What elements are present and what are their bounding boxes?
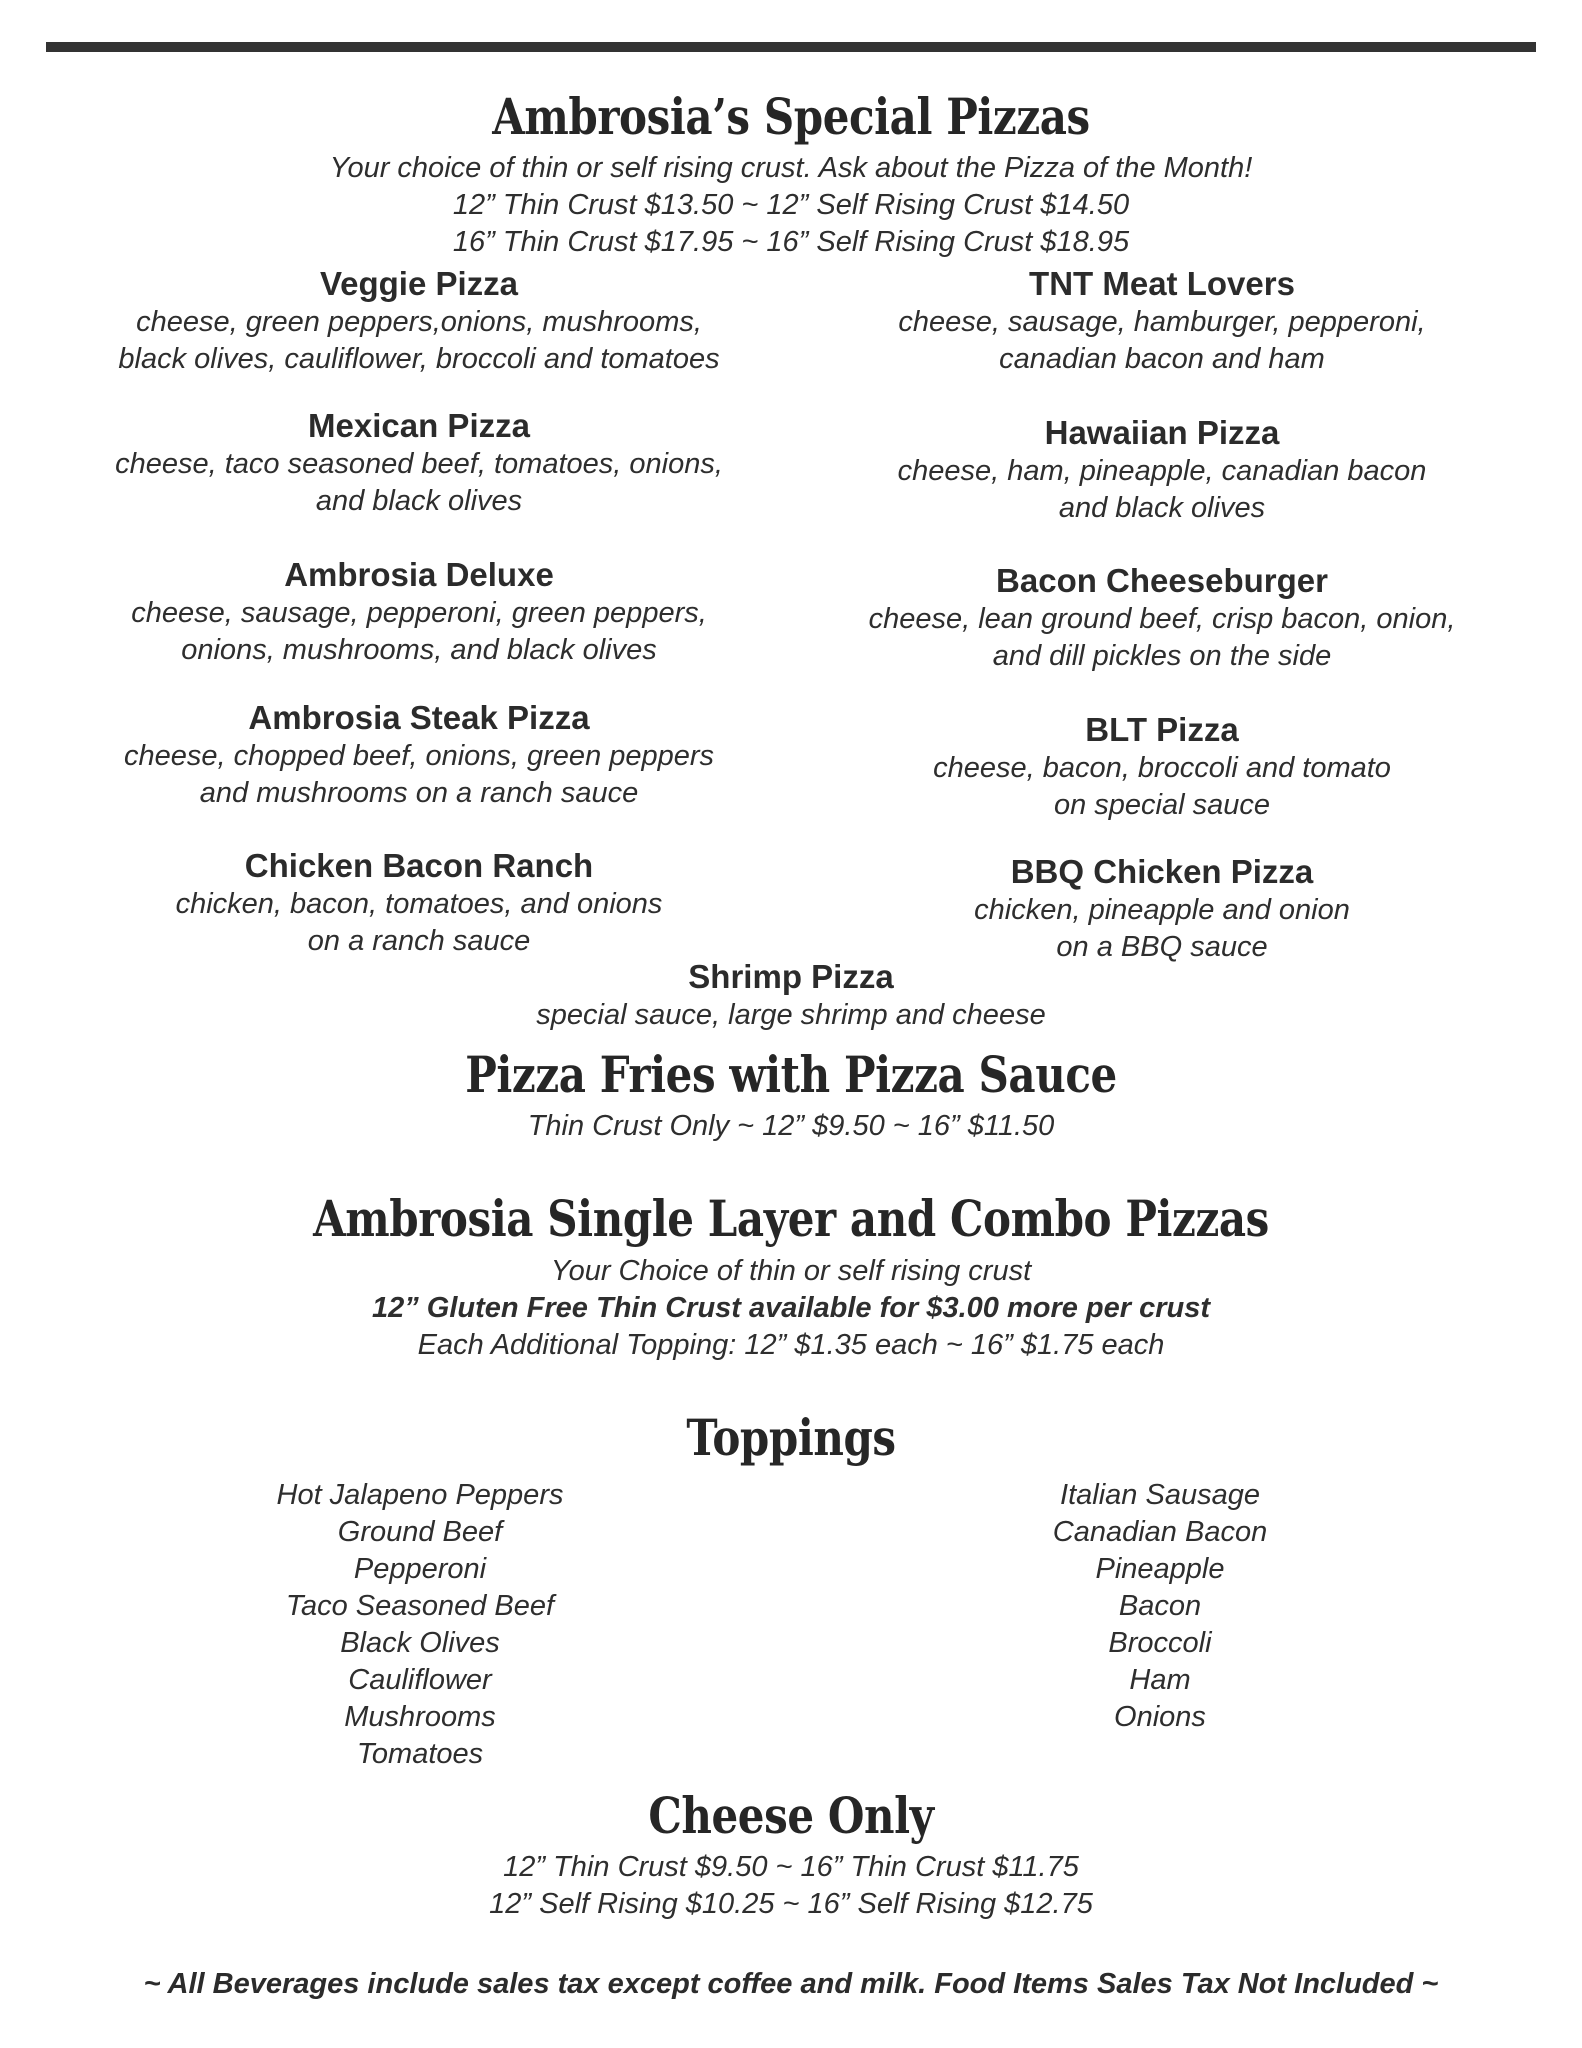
item-desc: cheese, sausage, hamburger, pepperoni, <box>898 306 1426 338</box>
item-desc: and mushrooms on a ranch sauce <box>199 777 639 809</box>
topping-item: Cauliflower <box>348 1664 492 1696</box>
item-desc: special sauce, large shrimp and cheese <box>536 999 1046 1031</box>
menu-item-mexican-pizza <box>39 406 799 520</box>
toppings-title: Toppings <box>686 1408 896 1467</box>
menu-item-ambrosia-deluxe <box>39 555 799 669</box>
item-name: Ambrosia Steak Pizza <box>248 699 590 736</box>
pizza-fries-price: Thin Crust Only ~ 12” $9.50 ~ 16” $11.50 <box>527 1110 1055 1142</box>
item-desc: and dill pickles on the side <box>992 640 1332 672</box>
menu-item-ambrosia-steak-pizza <box>39 698 799 812</box>
item-desc: and black olives <box>315 485 523 517</box>
item-desc: chicken, bacon, tomatoes, and onions <box>175 888 663 920</box>
item-desc: on special sauce <box>1053 789 1271 821</box>
item-desc: and black olives <box>1058 492 1266 524</box>
cheese-only-title: Cheese Only <box>648 1786 934 1845</box>
special-pizzas-title: Ambrosia’s Special Pizzas <box>492 87 1090 146</box>
topping-item: Tomatoes <box>356 1738 484 1770</box>
item-name: BBQ Chicken Pizza <box>1010 853 1314 890</box>
menu-item-tnt-meat-lovers <box>782 264 1542 378</box>
item-name: Mexican Pizza <box>308 407 530 444</box>
topping-item: Italian Sausage <box>1060 1479 1260 1511</box>
tax-footer-note: ~ All Beverages include sales tax except coffee and milk. Food Items Sales Tax Not Included ~ <box>143 1968 1439 2000</box>
item-desc: cheese, chopped beef, onions, green peppers <box>123 740 715 772</box>
topping-item: Ham <box>1129 1664 1191 1696</box>
special-intro-line: Your choice of thin or self rising crust. Ask about the Pizza of the Month! <box>329 152 1253 184</box>
menu-item-hawaiian-pizza <box>782 413 1542 527</box>
cheese-self-rising-price: 12” Self Rising $10.25 ~ 16” Self Rising $12.75 <box>489 1888 1093 1920</box>
topping-item: Bacon <box>1118 1590 1202 1622</box>
item-desc: cheese, sausage, pepperoni, green peppers, <box>131 597 707 629</box>
combo-pizzas-title: Ambrosia Single Layer and Combo Pizzas <box>313 1189 1269 1248</box>
special-price-12: 12” Thin Crust $13.50 ~ 12” Self Rising Crust $14.50 <box>452 189 1130 221</box>
topping-item: Black Olives <box>340 1627 500 1659</box>
item-desc: cheese, bacon, broccoli and tomato <box>933 752 1391 784</box>
item-desc: on a ranch sauce <box>307 925 531 957</box>
toppings-right-list <box>880 1477 1440 1736</box>
topping-item: Pepperoni <box>353 1553 487 1585</box>
item-name: Ambrosia Deluxe <box>284 556 554 593</box>
item-name: Bacon Cheeseburger <box>996 562 1328 599</box>
item-desc: cheese, green peppers,onions, mushrooms, <box>136 306 702 338</box>
item-desc: chicken, pineapple and onion <box>974 894 1350 926</box>
combo-gluten-free-note: 12” Gluten Free Thin Crust available for $3.00 more per crust <box>371 1292 1211 1324</box>
topping-item: Taco Seasoned Beef <box>285 1590 555 1622</box>
item-desc: cheese, ham, pineapple, canadian bacon <box>897 455 1427 487</box>
toppings-left-list <box>140 1477 700 1773</box>
combo-additional-topping: Each Additional Topping: 12” $1.35 each ~ 16” $1.75 each <box>417 1329 1165 1361</box>
menu-item-chicken-bacon-ranch <box>39 846 799 960</box>
topping-item: Canadian Bacon <box>1052 1516 1268 1548</box>
item-desc: cheese, lean ground beef, crisp bacon, onion, <box>868 603 1456 635</box>
topping-item: Ground Beef <box>337 1516 503 1548</box>
item-name: Hawaiian Pizza <box>1044 414 1280 451</box>
combo-crust-choice: Your Choice of thin or self rising crust <box>550 1255 1032 1287</box>
topping-item: Broccoli <box>1108 1627 1212 1659</box>
item-desc: on a BBQ sauce <box>1056 931 1268 963</box>
topping-item: Pineapple <box>1095 1553 1225 1585</box>
special-price-16: 16” Thin Crust $17.95 ~ 16” Self Rising Crust $18.95 <box>452 226 1130 258</box>
topping-item: Mushrooms <box>344 1701 496 1733</box>
menu-item-blt-pizza <box>782 710 1542 824</box>
item-desc: onions, mushrooms, and black olives <box>181 634 657 666</box>
item-name: Veggie Pizza <box>319 265 519 302</box>
cheese-thin-crust-price: 12” Thin Crust $9.50 ~ 16” Thin Crust $11.75 <box>503 1851 1079 1883</box>
item-name: BLT Pizza <box>1085 711 1239 748</box>
item-desc: canadian bacon and ham <box>999 343 1325 375</box>
item-name: Shrimp Pizza <box>688 958 894 995</box>
top-divider <box>46 42 1536 52</box>
menu-item-bbq-chicken-pizza <box>782 852 1542 966</box>
item-name: TNT Meat Lovers <box>1029 265 1295 302</box>
item-desc: black olives, cauliflower, broccoli and tomatoes <box>118 343 720 375</box>
menu-item-veggie-pizza <box>39 264 799 378</box>
menu-item-shrimp-pizza <box>411 957 1171 1034</box>
item-name: Chicken Bacon Ranch <box>244 847 594 884</box>
item-desc: cheese, taco seasoned beef, tomatoes, onions, <box>115 448 723 480</box>
topping-item: Onions <box>1114 1701 1206 1733</box>
topping-item: Hot Jalapeno Peppers <box>276 1479 564 1511</box>
menu-item-bacon-cheeseburger <box>782 561 1542 675</box>
pizza-fries-title: Pizza Fries with Pizza Sauce <box>465 1045 1117 1104</box>
